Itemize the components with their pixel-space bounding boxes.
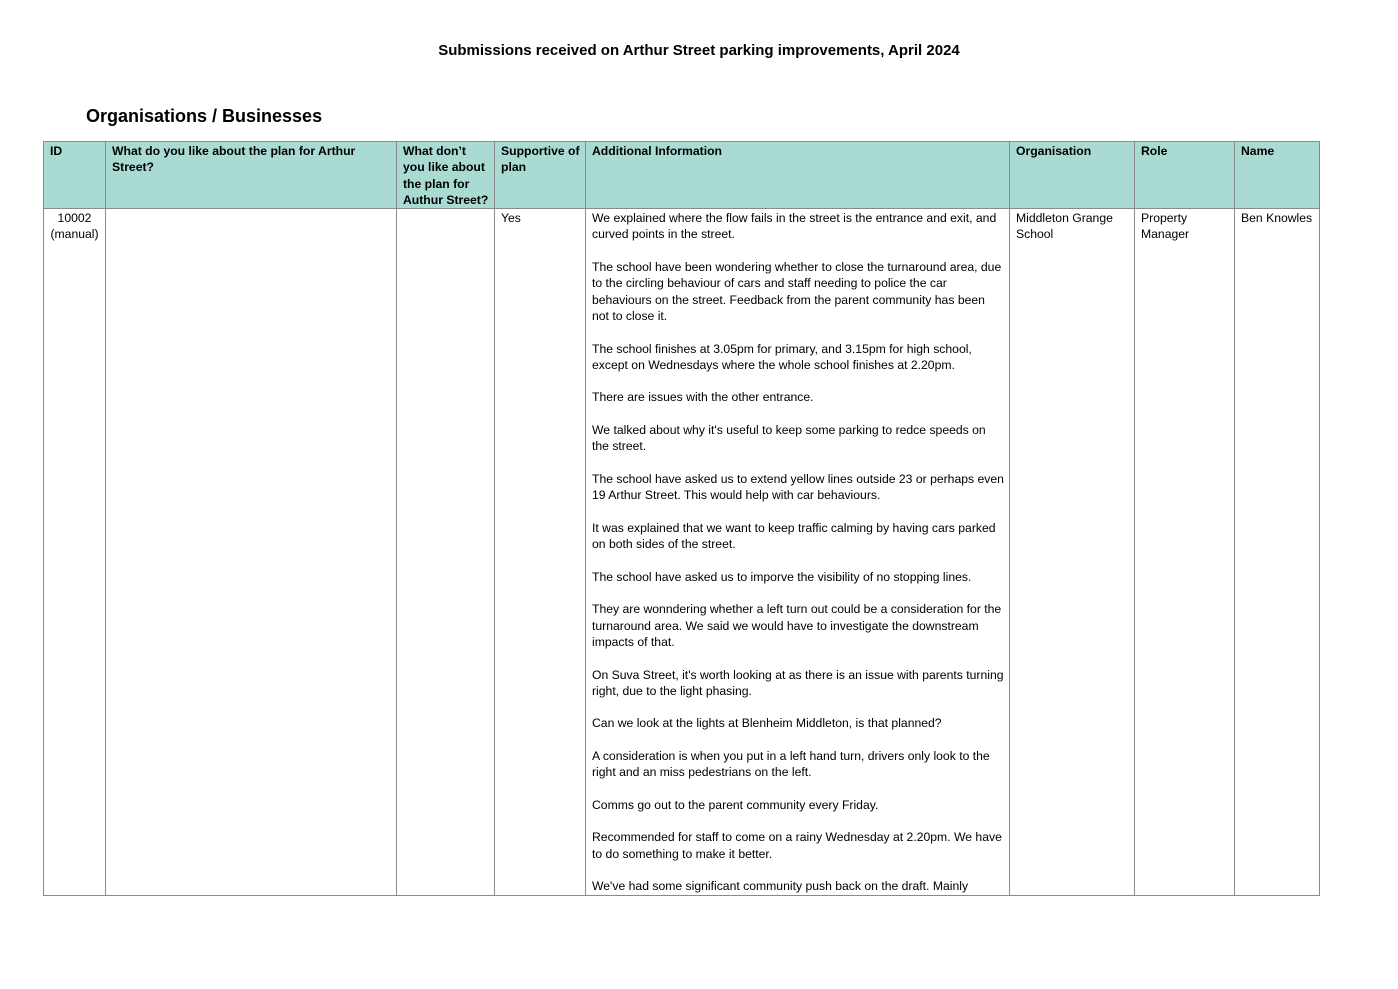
additional-paragraph: On Suva Street, it's worth looking at as there is an issue with parents turning right, due to the light phasing. <box>592 667 1004 698</box>
additional-paragraph: A consideration is when you put in a left hand turn, drivers only look to the right and an miss pedestrians on the left. <box>592 748 990 780</box>
table-row <box>44 209 1320 895</box>
additional-paragraph: The school finishes at 3.05pm for primary, and 3.15pm for high school, except on Wednesdays where the whole school finishes at 2.20pm. <box>592 341 972 372</box>
additional-paragraph: The school have asked us to extend yellow lines outside 23 or perhaps even 19 Arthur Street. This would help with car behaviours. <box>592 471 1004 503</box>
additional-paragraph: The school have asked us to imporve the visibility of no stopping lines. <box>592 569 972 584</box>
cell-dislikes <box>397 209 495 895</box>
header-dislikes: What don’t you like about the plan for Authur Street? <box>397 142 495 209</box>
header-likes: What do you like about the plan for Arthur Street? <box>106 142 397 209</box>
section-heading: Organisations / Businesses <box>86 106 323 126</box>
additional-paragraph: It was explained that we want to keep traffic calming by having cars parked on both sides of the street. <box>592 520 996 552</box>
header-supportive: Supportive of plan <box>495 142 586 209</box>
header-name: Name <box>1235 142 1320 209</box>
cell-additional-information <box>586 209 1010 895</box>
header-role: Role <box>1135 142 1235 209</box>
additional-paragraph: Recommended for staff to come on a rainy Wednesday at 2.20pm. We have to do something to make it better. <box>592 830 1002 861</box>
header-organisation: Organisation <box>1010 142 1135 209</box>
header-id: ID <box>44 142 106 209</box>
cell-id <box>44 209 106 895</box>
additional-paragraph: They are wonndering whether a left turn out could be a consideration for the turnaround area. We said we would have to investigate the downstream impacts of that. <box>592 602 1002 649</box>
cell-organisation: Middleton Grange School <box>1010 209 1135 895</box>
additional-paragraph: Comms go out to the parent community every Friday. <box>592 797 879 812</box>
submission-id: 10002 <box>57 211 92 226</box>
submissions-table <box>43 141 1320 896</box>
table-body <box>44 209 1320 895</box>
additional-paragraph: There are issues with the other entrance. <box>592 390 814 405</box>
additional-paragraph: The school have been wondering whether to close the turnaround area, due to the circling behaviour of cars and staff needing to police the car behaviours on the street. Feedback from the parent community has been not to close it. <box>592 260 1002 323</box>
cell-supportive: Yes <box>495 209 586 895</box>
table-header <box>44 142 1320 209</box>
cell-likes <box>106 209 397 895</box>
cell-name: Ben Knowles <box>1235 209 1320 895</box>
header-row <box>44 142 1320 209</box>
page-title: Submissions received on Arthur Street parking improvements, April 2024 <box>438 42 960 59</box>
additional-paragraph: We explained where the flow fails in the street is the entrance and exit, and curved points in the street. <box>592 211 997 242</box>
additional-paragraph: Can we look at the lights at Blenheim Middleton, is that planned? <box>592 716 942 731</box>
cell-role: Property Manager <box>1135 209 1235 895</box>
header-additional-information: Additional Information <box>586 142 1010 209</box>
submission-id-note: (manual) <box>50 227 99 242</box>
additional-paragraph: We've had some significant community push back on the draft. Mainly <box>592 879 969 894</box>
additional-paragraph: We talked about why it's useful to keep some parking to redce speeds on the street. <box>592 423 986 454</box>
